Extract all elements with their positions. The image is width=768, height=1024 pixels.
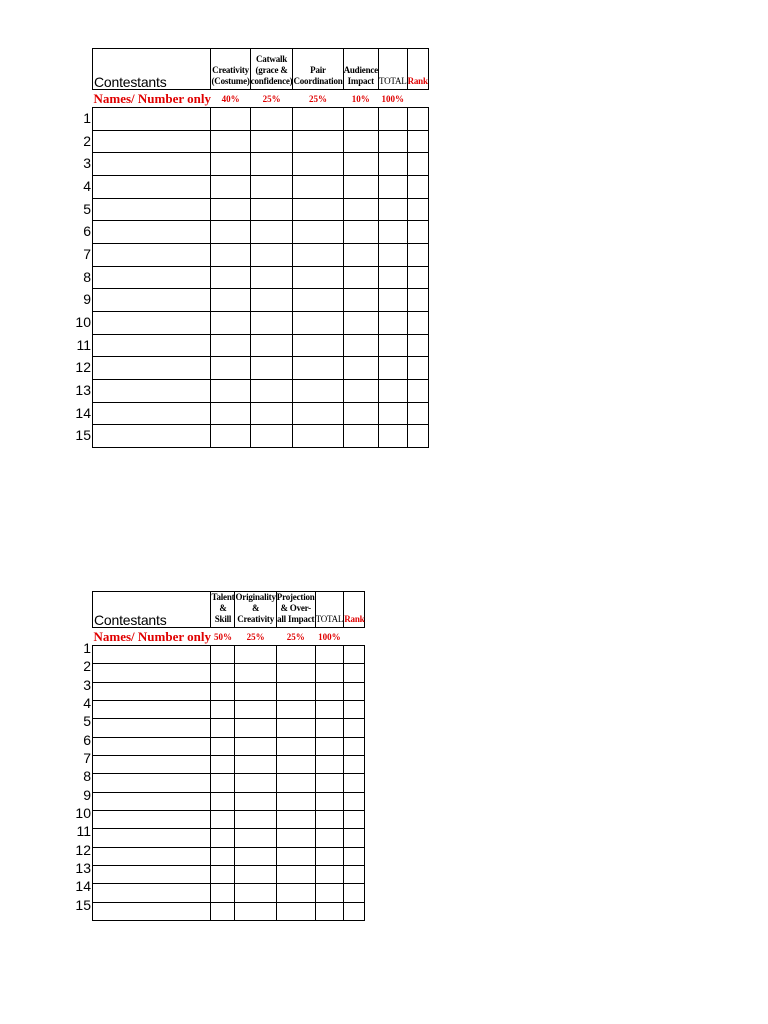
contestant-name-cell[interactable] — [93, 792, 211, 810]
row-number: 6 — [83, 223, 91, 240]
score-cell[interactable] — [407, 334, 428, 357]
score-cell[interactable] — [407, 175, 428, 198]
score-cell[interactable] — [315, 884, 344, 902]
score-cell[interactable] — [250, 243, 293, 266]
row-number: 13 — [75, 859, 91, 876]
score-cell[interactable] — [250, 357, 293, 380]
score-cell[interactable] — [211, 108, 250, 131]
score-cell[interactable] — [293, 311, 343, 334]
score-cell[interactable] — [344, 737, 365, 755]
score-cell[interactable] — [293, 402, 343, 425]
scoresheet-2-row-numbers — [60, 639, 91, 914]
contestant-name-cell[interactable] — [93, 221, 211, 244]
contestant-name-cell[interactable] — [93, 289, 211, 312]
row-number: 15 — [75, 427, 91, 444]
score-cell[interactable] — [293, 425, 343, 448]
table-row — [93, 682, 365, 700]
originality-weight: 25% — [235, 628, 276, 646]
row-number: 4 — [83, 177, 91, 194]
score-cell[interactable] — [211, 755, 235, 773]
score-cell[interactable] — [293, 153, 343, 176]
score-cell[interactable] — [211, 198, 250, 221]
score-cell[interactable] — [211, 646, 235, 664]
score-cell[interactable] — [211, 774, 235, 792]
catwalk-weight: 25% — [250, 90, 293, 108]
score-cell[interactable] — [276, 700, 315, 718]
score-cell[interactable] — [235, 664, 276, 682]
row-number: 7 — [83, 245, 91, 262]
score-cell[interactable] — [343, 425, 378, 448]
contestant-name-cell[interactable] — [93, 737, 211, 755]
table-row — [93, 792, 365, 810]
score-cell[interactable] — [250, 266, 293, 289]
score-cell[interactable] — [344, 719, 365, 737]
score-cell[interactable] — [235, 719, 276, 737]
row-number: 8 — [83, 768, 91, 785]
score-cell[interactable] — [344, 810, 365, 828]
originality-header: Originality & Creativity — [235, 592, 276, 628]
score-cell[interactable] — [250, 425, 293, 448]
contestant-name-cell[interactable] — [93, 884, 211, 902]
audience-impact-header: Audience Impact — [343, 49, 378, 90]
score-cell[interactable] — [344, 792, 365, 810]
score-cell[interactable] — [315, 755, 344, 773]
score-cell[interactable] — [235, 755, 276, 773]
row-number: 14 — [75, 878, 91, 895]
score-cell[interactable] — [293, 130, 343, 153]
contestant-name-cell[interactable] — [93, 402, 211, 425]
row-number: 12 — [75, 841, 91, 858]
score-cell[interactable] — [293, 357, 343, 380]
score-cell[interactable] — [250, 402, 293, 425]
score-cell[interactable] — [211, 792, 235, 810]
score-cell[interactable] — [211, 130, 250, 153]
contestant-name-cell[interactable] — [93, 664, 211, 682]
score-cell[interactable] — [250, 311, 293, 334]
score-cell[interactable] — [343, 243, 378, 266]
row-number: 7 — [83, 749, 91, 766]
score-cell[interactable] — [315, 646, 344, 664]
names-note: Names/ Number only — [93, 628, 211, 644]
row-number: 10 — [75, 804, 91, 821]
table-row — [93, 664, 365, 682]
score-cell[interactable] — [344, 774, 365, 792]
row-number: 2 — [83, 658, 91, 675]
score-cell[interactable] — [315, 865, 344, 883]
score-cell[interactable] — [293, 198, 343, 221]
contestant-name-cell[interactable] — [93, 130, 211, 153]
contestant-name-cell[interactable] — [93, 175, 211, 198]
table-row — [93, 289, 429, 312]
score-cell[interactable] — [343, 266, 378, 289]
table-row — [93, 108, 429, 131]
table-row — [93, 902, 365, 920]
contestant-name-cell[interactable] — [93, 847, 211, 865]
score-cell[interactable] — [378, 357, 407, 380]
contestant-name-cell[interactable] — [93, 902, 211, 920]
score-cell[interactable] — [407, 311, 428, 334]
contestant-name-cell[interactable] — [93, 311, 211, 334]
score-cell[interactable] — [235, 774, 276, 792]
score-cell[interactable] — [344, 902, 365, 920]
score-cell[interactable] — [235, 902, 276, 920]
score-cell[interactable] — [211, 700, 235, 718]
score-cell[interactable] — [343, 334, 378, 357]
score-cell[interactable] — [315, 774, 344, 792]
score-cell[interactable] — [293, 243, 343, 266]
contestant-name-cell[interactable] — [93, 719, 211, 737]
score-cell[interactable] — [407, 221, 428, 244]
score-cell[interactable] — [276, 792, 315, 810]
score-cell[interactable] — [378, 130, 407, 153]
score-cell[interactable] — [343, 289, 378, 312]
score-cell[interactable] — [344, 829, 365, 847]
row-number: 1 — [83, 110, 91, 126]
table-row — [93, 402, 429, 425]
score-cell[interactable] — [250, 153, 293, 176]
score-cell[interactable] — [276, 682, 315, 700]
contestants-header: Contestants — [93, 49, 211, 90]
talent-weight: 50% — [211, 628, 235, 646]
score-cell[interactable] — [276, 865, 315, 883]
table-row — [93, 884, 365, 902]
score-cell[interactable] — [293, 108, 343, 131]
projection-weight: 25% — [276, 628, 315, 646]
score-cell[interactable] — [293, 379, 343, 402]
projection-header: Projection & Over-all Impact — [276, 592, 315, 628]
table-row — [93, 774, 365, 792]
pair-coordination-weight: 25% — [293, 90, 343, 108]
table-row — [93, 379, 429, 402]
table-row — [93, 198, 429, 221]
score-cell[interactable] — [276, 774, 315, 792]
contestant-name-cell[interactable] — [93, 865, 211, 883]
contestant-name-cell[interactable] — [93, 425, 211, 448]
score-cell[interactable] — [276, 847, 315, 865]
score-cell[interactable] — [235, 792, 276, 810]
score-cell[interactable] — [276, 646, 315, 664]
score-cell[interactable] — [211, 847, 235, 865]
score-cell[interactable] — [293, 266, 343, 289]
score-cell[interactable] — [211, 243, 250, 266]
score-cell[interactable] — [378, 108, 407, 131]
table-row — [93, 737, 365, 755]
score-cell[interactable] — [293, 289, 343, 312]
score-cell[interactable] — [235, 646, 276, 664]
score-cell[interactable] — [276, 810, 315, 828]
scoresheet-1-table — [92, 48, 429, 448]
score-cell[interactable] — [378, 334, 407, 357]
score-cell[interactable] — [343, 108, 378, 131]
score-cell[interactable] — [343, 379, 378, 402]
table-row — [93, 847, 365, 865]
row-number: 5 — [83, 200, 91, 217]
score-cell[interactable] — [235, 682, 276, 700]
score-cell[interactable] — [211, 884, 235, 902]
table-row — [93, 357, 429, 380]
rank-header: Rank — [344, 592, 365, 628]
creativity-header: Creativity (Costume) — [211, 49, 250, 90]
score-cell[interactable] — [344, 646, 365, 664]
contestant-name-cell[interactable] — [93, 682, 211, 700]
table-row — [93, 175, 429, 198]
row-number: 10 — [75, 313, 91, 330]
score-cell[interactable] — [276, 829, 315, 847]
score-cell[interactable] — [211, 865, 235, 883]
score-cell[interactable] — [407, 266, 428, 289]
score-cell[interactable] — [378, 198, 407, 221]
score-cell[interactable] — [344, 884, 365, 902]
score-cell[interactable] — [276, 737, 315, 755]
score-cell[interactable] — [344, 682, 365, 700]
row-number: 9 — [83, 786, 91, 803]
total-header: TOTAL — [315, 592, 344, 628]
contestant-name-cell[interactable] — [93, 379, 211, 402]
score-cell[interactable] — [378, 402, 407, 425]
score-cell[interactable] — [235, 700, 276, 718]
row-number: 13 — [75, 381, 91, 398]
total-weight: 100% — [315, 628, 344, 646]
score-cell[interactable] — [315, 737, 344, 755]
row-number: 9 — [83, 291, 91, 308]
score-cell[interactable] — [315, 810, 344, 828]
score-cell[interactable] — [211, 175, 250, 198]
score-cell[interactable] — [235, 810, 276, 828]
score-cell[interactable] — [250, 221, 293, 244]
table-row — [93, 829, 365, 847]
score-cell[interactable] — [315, 829, 344, 847]
score-cell[interactable] — [276, 719, 315, 737]
table-row — [93, 810, 365, 828]
contestant-name-cell[interactable] — [93, 700, 211, 718]
score-cell[interactable] — [293, 221, 343, 244]
score-cell[interactable] — [407, 198, 428, 221]
score-cell[interactable] — [315, 847, 344, 865]
score-cell[interactable] — [407, 153, 428, 176]
score-cell[interactable] — [407, 379, 428, 402]
score-cell[interactable] — [211, 737, 235, 755]
score-cell[interactable] — [250, 108, 293, 131]
score-cell[interactable] — [344, 755, 365, 773]
score-cell[interactable] — [235, 737, 276, 755]
names-note: Names/ Number only — [93, 90, 211, 106]
score-cell[interactable] — [378, 175, 407, 198]
score-cell[interactable] — [276, 755, 315, 773]
score-cell[interactable] — [211, 357, 250, 380]
contestant-name-cell[interactable] — [93, 266, 211, 289]
row-number: 3 — [83, 676, 91, 693]
score-cell[interactable] — [250, 289, 293, 312]
row-number: 3 — [83, 155, 91, 172]
score-cell[interactable] — [343, 402, 378, 425]
score-cell[interactable] — [343, 198, 378, 221]
score-cell[interactable] — [250, 198, 293, 221]
talent-header: Talent & Skill — [211, 592, 235, 628]
score-cell[interactable] — [211, 153, 250, 176]
score-cell[interactable] — [211, 266, 250, 289]
row-number: 15 — [75, 896, 91, 913]
row-number: 1 — [83, 640, 91, 656]
score-cell[interactable] — [343, 175, 378, 198]
score-cell[interactable] — [407, 402, 428, 425]
table-row — [93, 646, 365, 664]
scoresheet-1-row-numbers — [60, 107, 91, 447]
contestant-name-cell[interactable] — [93, 153, 211, 176]
table-row — [93, 130, 429, 153]
score-cell[interactable] — [211, 379, 250, 402]
score-cell[interactable] — [211, 289, 250, 312]
rank-header: Rank — [407, 49, 428, 90]
score-cell[interactable] — [378, 266, 407, 289]
total-weight: 100% — [378, 90, 407, 108]
score-cell[interactable] — [211, 402, 250, 425]
score-cell[interactable] — [235, 884, 276, 902]
table-row — [93, 311, 429, 334]
contestant-name-cell[interactable] — [93, 829, 211, 847]
score-cell[interactable] — [315, 700, 344, 718]
scoresheet-2-body — [93, 646, 365, 921]
score-cell[interactable] — [344, 700, 365, 718]
score-cell[interactable] — [211, 311, 250, 334]
score-cell[interactable] — [344, 664, 365, 682]
contestant-name-cell[interactable] — [93, 357, 211, 380]
table-row — [93, 755, 365, 773]
score-cell[interactable] — [378, 425, 407, 448]
table-row — [93, 700, 365, 718]
table-row — [93, 865, 365, 883]
score-cell[interactable] — [343, 153, 378, 176]
contestant-name-cell[interactable] — [93, 198, 211, 221]
contestant-name-cell[interactable] — [93, 334, 211, 357]
pair-coordination-header: Pair Coordination — [293, 49, 343, 90]
score-cell[interactable] — [315, 792, 344, 810]
row-number: 5 — [83, 713, 91, 730]
score-cell[interactable] — [378, 153, 407, 176]
score-cell[interactable] — [211, 664, 235, 682]
score-cell[interactable] — [407, 289, 428, 312]
table-row — [93, 425, 429, 448]
score-cell[interactable] — [235, 865, 276, 883]
score-cell[interactable] — [211, 334, 250, 357]
score-cell[interactable] — [343, 221, 378, 244]
score-cell[interactable] — [293, 334, 343, 357]
score-cell[interactable] — [211, 221, 250, 244]
row-number: 14 — [75, 404, 91, 421]
score-cell[interactable] — [378, 243, 407, 266]
contestant-name-cell[interactable] — [93, 243, 211, 266]
contestant-name-cell[interactable] — [93, 810, 211, 828]
score-cell[interactable] — [211, 810, 235, 828]
score-cell[interactable] — [250, 130, 293, 153]
score-cell[interactable] — [343, 311, 378, 334]
score-cell[interactable] — [407, 357, 428, 380]
contestant-name-cell[interactable] — [93, 774, 211, 792]
score-cell[interactable] — [315, 902, 344, 920]
score-cell[interactable] — [211, 682, 235, 700]
score-cell[interactable] — [378, 289, 407, 312]
score-cell[interactable] — [344, 865, 365, 883]
score-cell[interactable] — [407, 108, 428, 131]
rank-weight — [407, 90, 428, 108]
table-row — [93, 221, 429, 244]
score-cell[interactable] — [250, 175, 293, 198]
row-number: 12 — [75, 359, 91, 376]
scoresheet-1-body — [93, 108, 429, 448]
row-number: 8 — [83, 268, 91, 285]
score-cell[interactable] — [211, 719, 235, 737]
score-cell[interactable] — [250, 334, 293, 357]
score-cell[interactable] — [276, 902, 315, 920]
score-cell[interactable] — [343, 357, 378, 380]
contestants-header: Contestants — [93, 592, 211, 628]
total-header: TOTAL — [378, 49, 407, 90]
row-number: 2 — [83, 132, 91, 149]
row-number: 6 — [83, 731, 91, 748]
score-cell[interactable] — [407, 130, 428, 153]
score-cell[interactable] — [276, 664, 315, 682]
contestant-name-cell[interactable] — [93, 755, 211, 773]
score-cell[interactable] — [276, 884, 315, 902]
row-number: 11 — [76, 823, 91, 840]
table-row — [93, 153, 429, 176]
score-cell[interactable] — [315, 682, 344, 700]
audience-impact-weight: 10% — [343, 90, 378, 108]
score-cell[interactable] — [315, 664, 344, 682]
rank-weight — [344, 628, 365, 646]
score-cell[interactable] — [407, 243, 428, 266]
table-row — [93, 334, 429, 357]
score-cell[interactable] — [235, 829, 276, 847]
scoresheet-2-table — [92, 591, 365, 921]
score-cell[interactable] — [344, 847, 365, 865]
table-row — [93, 243, 429, 266]
score-cell[interactable] — [211, 902, 235, 920]
score-cell[interactable] — [343, 130, 378, 153]
catwalk-header: Catwalk (grace & confidence) — [250, 49, 293, 90]
score-cell[interactable] — [293, 175, 343, 198]
score-cell[interactable] — [378, 221, 407, 244]
row-number: 4 — [83, 694, 91, 711]
table-row — [93, 719, 365, 737]
table-row — [93, 266, 429, 289]
row-number: 11 — [76, 336, 91, 353]
score-cell[interactable] — [378, 379, 407, 402]
score-cell[interactable] — [211, 425, 250, 448]
score-cell[interactable] — [315, 719, 344, 737]
creativity-weight: 40% — [211, 90, 250, 108]
score-cell[interactable] — [250, 379, 293, 402]
score-cell[interactable] — [235, 847, 276, 865]
score-cell[interactable] — [211, 829, 235, 847]
score-cell[interactable] — [378, 311, 407, 334]
contestant-name-cell[interactable] — [93, 646, 211, 664]
contestant-name-cell[interactable] — [93, 108, 211, 131]
score-cell[interactable] — [407, 425, 428, 448]
